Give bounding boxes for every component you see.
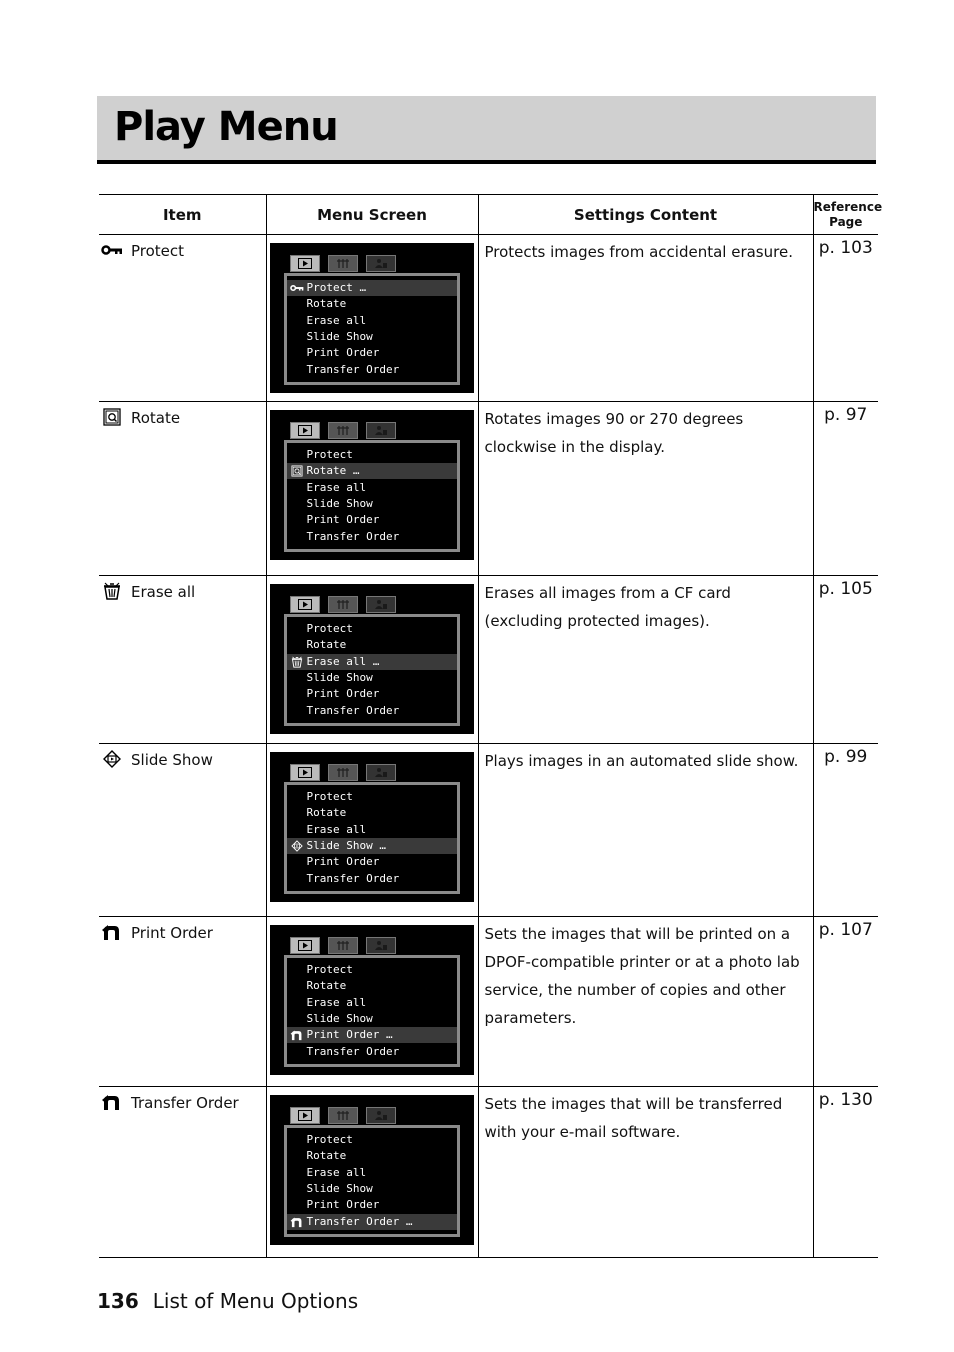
lcd-menu-line (287, 621, 457, 637)
setup-tab-icon (328, 1107, 358, 1124)
lcd-menu-line-selected (287, 838, 457, 854)
page-number: 136 (97, 1289, 139, 1313)
lcd-menu-line (287, 480, 457, 496)
play-tab-icon (290, 937, 320, 954)
camera-lcd-screen (270, 243, 474, 393)
setup-tab-icon (328, 596, 358, 613)
lcd-menu-line (287, 296, 457, 312)
item-label: Slide Show (131, 751, 213, 769)
setup-tab-icon (328, 255, 358, 272)
reference-page-cell: p. 105 (813, 576, 878, 744)
lcd-menu-line-selected (287, 1027, 457, 1043)
lcd-menu-line (287, 822, 457, 838)
menu-screen-cell (266, 576, 478, 744)
lcd-menu-line (287, 512, 457, 528)
item-label: Protect (131, 242, 185, 260)
lcd-menu-line (287, 962, 457, 978)
lcd-menu-line-text: Erase all (306, 480, 367, 494)
table-row (99, 235, 878, 402)
item-label: Rotate (131, 409, 181, 427)
reference-page-cell: p. 107 (813, 917, 878, 1087)
lcd-menu-line-text: Erase all (306, 1165, 367, 1179)
lcd-menu-line-text: Protect (306, 963, 353, 976)
play-tab-icon (290, 596, 320, 613)
lcd-menu-line-selected (287, 654, 457, 670)
lcd-menu-line (287, 686, 457, 702)
menu-screen-cell (266, 1087, 478, 1258)
camera-lcd-screen (270, 410, 474, 560)
lcd-menu-line-text: Print Order (306, 687, 380, 701)
header-menu-screen: Menu Screen (266, 195, 478, 235)
page-title: Play Menu (114, 104, 338, 150)
lcd-menu-line-text: Print Order (306, 1198, 380, 1212)
my-camera-tab-icon (366, 255, 396, 272)
item-cell (99, 576, 266, 744)
lcd-menu-line-text: Erase all (306, 822, 367, 836)
settings-content-cell: Erases all images from a CF card (excluding protected images). (478, 576, 813, 744)
lcd-menu-line-text: Rotate (306, 638, 347, 652)
setup-tab-icon (328, 422, 358, 439)
lcd-menu-tabs (290, 255, 394, 271)
my-camera-tab-icon (366, 596, 396, 613)
item-label: Erase all (131, 583, 196, 601)
lcd-menu-line (287, 1165, 457, 1181)
table-row (99, 576, 878, 744)
lcd-menu-line-text: Erase all (306, 995, 367, 1009)
lcd-menu-tabs (290, 937, 394, 953)
lcd-menu-line (287, 1044, 457, 1060)
lcd-menu-line (287, 995, 457, 1011)
lcd-menu-line-text: Slide Show … (306, 838, 386, 852)
camera-lcd-screen (270, 752, 474, 902)
lcd-menu-line (287, 496, 457, 512)
lcd-menu-line-selected (287, 463, 457, 479)
setup-tab-icon (328, 937, 358, 954)
item-label: Transfer Order (131, 1094, 239, 1112)
lcd-menu-line-text: Rotate … (306, 464, 360, 478)
menu-screen-cell (266, 235, 478, 402)
item-label: Print Order (131, 924, 213, 942)
menu-options-table (99, 194, 883, 1258)
lcd-menu-line-text: Rotate (306, 297, 347, 311)
trash-icon (290, 656, 304, 668)
my-camera-tab-icon (366, 1107, 396, 1124)
lcd-menu-line-selected (287, 1214, 457, 1230)
lcd-menu-line (287, 362, 457, 378)
item-cell (99, 744, 266, 917)
lcd-menu-line-text: Slide Show (306, 329, 373, 343)
header-item: Item (99, 195, 266, 235)
menu-screen-cell (266, 402, 478, 576)
lcd-menu-line-text: Slide Show (306, 670, 373, 684)
slideshow-icon (290, 840, 304, 852)
lcd-menu-line-text: Protect (306, 448, 353, 461)
lcd-menu-line-text: Slide Show (306, 496, 373, 510)
lcd-menu-line-text: Slide Show (306, 1011, 373, 1025)
lcd-menu-line-text: Rotate (306, 979, 347, 993)
slideshow-icon (101, 750, 123, 768)
camera-lcd-screen (270, 584, 474, 734)
item-cell (99, 235, 266, 402)
print-order-icon (290, 1029, 304, 1041)
key-icon (290, 282, 304, 294)
lcd-menu-line (287, 978, 457, 994)
play-tab-icon (290, 422, 320, 439)
settings-content-cell: Plays images in an automated slide show. (478, 744, 813, 917)
lcd-menu-line (287, 1181, 457, 1197)
table-header-row (99, 195, 878, 235)
settings-content-cell: Rotates images 90 or 270 degrees clockwise in the display. (478, 402, 813, 576)
lcd-menu-panel (284, 273, 460, 385)
lcd-menu-line-text: Slide Show (306, 1181, 373, 1195)
lcd-menu-line-text: Transfer Order (306, 529, 400, 543)
lcd-menu-line (287, 871, 457, 887)
camera-lcd-screen (270, 1095, 474, 1245)
item-cell (99, 402, 266, 576)
settings-content-cell: Protects images from accidental erasure. (478, 235, 813, 402)
lcd-menu-line (287, 703, 457, 719)
lcd-menu-line (287, 1197, 457, 1213)
item-cell (99, 917, 266, 1087)
lcd-menu-line-text: Transfer Order (306, 1044, 400, 1058)
lcd-menu-line-text: Print Order (306, 855, 380, 869)
lcd-menu-line-text: Protect (306, 622, 353, 635)
reference-page-cell: p. 99 (813, 744, 878, 917)
lcd-menu-line (287, 313, 457, 329)
table-row (99, 744, 878, 917)
my-camera-tab-icon (366, 422, 396, 439)
settings-content-cell: Sets the images that will be printed on a DPOF-compatible printer or at a photo lab service, the number of copies and other parameters. (478, 917, 813, 1087)
lcd-menu-line-text: Rotate (306, 1149, 347, 1163)
lcd-menu-panel (284, 614, 460, 726)
lcd-menu-line (287, 329, 457, 345)
lcd-menu-line-text: Transfer Order … (306, 1214, 413, 1228)
transfer-order-icon (101, 1093, 123, 1111)
lcd-menu-line-text: Erase all … (306, 654, 380, 668)
menu-screen-cell (266, 744, 478, 917)
header-reference-line2: Page (829, 214, 863, 229)
lcd-menu-line-text: Erase all (306, 313, 367, 327)
camera-lcd-screen (270, 925, 474, 1075)
lcd-menu-line (287, 345, 457, 361)
lcd-menu-line-text: Transfer Order (306, 362, 400, 376)
header-settings-content: Settings Content (478, 195, 813, 235)
lcd-menu-line-text: Print Order … (306, 1028, 393, 1042)
item-cell (99, 1087, 266, 1258)
lcd-menu-tabs (290, 764, 394, 780)
lcd-menu-line (287, 1011, 457, 1027)
play-tab-icon (290, 255, 320, 272)
reference-page-cell: p. 130 (813, 1087, 878, 1258)
lcd-menu-line (287, 447, 457, 463)
key-icon (101, 241, 123, 259)
play-tab-icon (290, 1107, 320, 1124)
lcd-menu-panel (284, 955, 460, 1067)
lcd-menu-line (287, 1148, 457, 1164)
lcd-menu-panel (284, 782, 460, 894)
lcd-menu-panel (284, 1125, 460, 1237)
print-order-icon (101, 923, 123, 941)
my-camera-tab-icon (366, 937, 396, 954)
lcd-menu-line-selected (287, 280, 457, 296)
title-band (97, 96, 876, 164)
rotate-icon (290, 465, 304, 477)
table-row (99, 402, 878, 576)
table-row (99, 917, 878, 1087)
lcd-menu-line-text: Protect (306, 1133, 353, 1146)
lcd-menu-tabs (290, 1107, 394, 1123)
play-tab-icon (290, 764, 320, 781)
lcd-menu-tabs (290, 596, 394, 612)
page-footer (97, 1289, 358, 1313)
footer-section-title: List of Menu Options (152, 1289, 359, 1313)
reference-page-cell: p. 97 (813, 402, 878, 576)
lcd-menu-line (287, 854, 457, 870)
lcd-menu-line (287, 637, 457, 653)
lcd-menu-line (287, 789, 457, 805)
table-row (99, 1087, 878, 1258)
lcd-menu-line (287, 529, 457, 545)
reference-page-cell: p. 103 (813, 235, 878, 402)
rotate-icon (101, 408, 123, 426)
lcd-menu-line (287, 670, 457, 686)
trash-icon (101, 582, 123, 600)
header-reference-page (813, 195, 883, 235)
header-reference-line1: Reference (813, 199, 883, 214)
lcd-menu-line-text: Print Order (306, 346, 380, 360)
lcd-menu-panel (284, 440, 460, 552)
transfer-order-icon (290, 1216, 304, 1228)
lcd-menu-line-text: Transfer Order (306, 871, 400, 885)
lcd-menu-line-text: Protect … (306, 281, 367, 294)
menu-screen-cell (266, 917, 478, 1087)
lcd-menu-line (287, 1132, 457, 1148)
lcd-menu-line-text: Print Order (306, 513, 380, 527)
settings-content-cell: Sets the images that will be transferred with your e-mail software. (478, 1087, 813, 1258)
lcd-menu-line-text: Transfer Order (306, 703, 400, 717)
lcd-menu-line (287, 805, 457, 821)
lcd-menu-tabs (290, 422, 394, 438)
lcd-menu-line-text: Protect (306, 790, 353, 803)
lcd-menu-line-text: Rotate (306, 806, 347, 820)
my-camera-tab-icon (366, 764, 396, 781)
setup-tab-icon (328, 764, 358, 781)
